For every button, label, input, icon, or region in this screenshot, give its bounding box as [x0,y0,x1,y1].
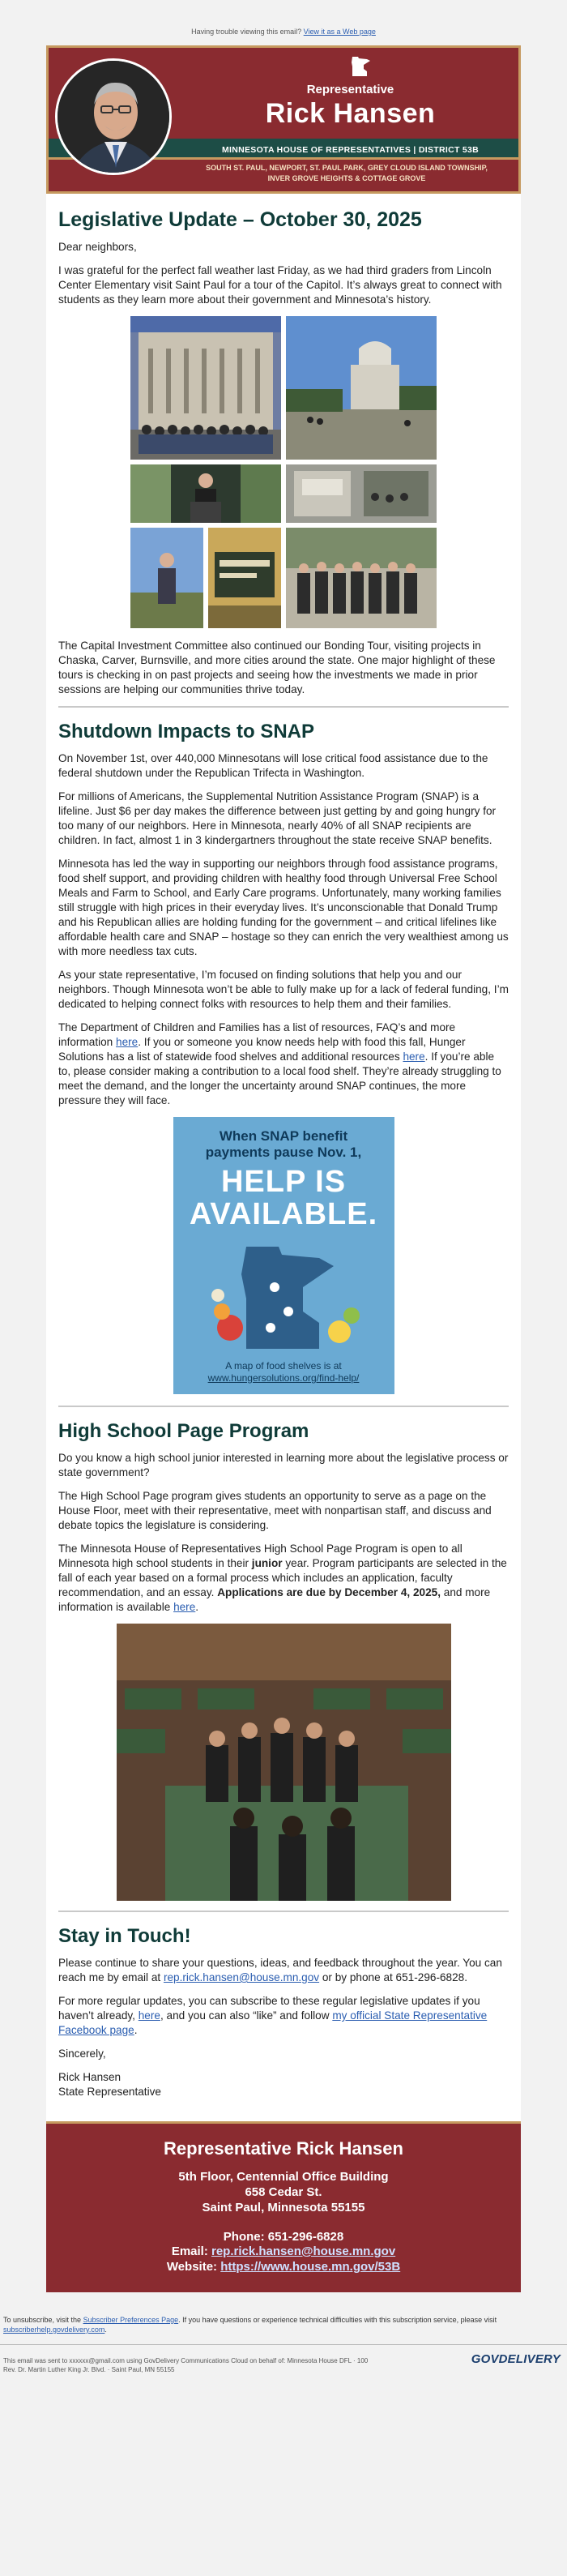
signature-title: State Representative [58,2086,161,2098]
govdelivery-logo: GOVDELIVERY [471,2352,561,2366]
snap-graphic-line-2: payments pause Nov. 1, [205,1145,362,1160]
footer-phone: Phone: 651-296-6828 [223,2230,344,2244]
snap-paragraph-2: For millions of Americans, the Supplemental Nutrition Assistance Program (SNAP) is a lifeline. Just $6 per day makes the difference between just getting by and going hungry for too many of our neighbors. Here in Minnesota, nearly 40% of all SNAP recipients are children. In fact, almost 1 in 3 kindergartners throughout the state receive SNAP benefits. [58,790,497,846]
bonding-tour-outdoor-photo [130,528,203,628]
capitol-dome-photo [286,316,437,460]
web-page-link[interactable]: View it as a Web page [303,28,376,36]
subscribe-link[interactable]: here [138,2009,160,2022]
subscriber-preferences-link[interactable]: Subscriber Preferences Page [83,2316,179,2324]
closing: Sincerely, [58,2048,106,2060]
project-sign-photo [208,528,281,628]
subscriber-help-link[interactable]: subscriberhelp.govdelivery.com [3,2326,105,2334]
footer-website-link[interactable]: https://www.house.mn.gov/53B [220,2260,401,2274]
page-program-paragraph-3: The Minnesota House of Representatives High School Page Program is open to all Minnesota high school students in their junior year. Program participants are selected in the fall of each year based on a formal process which includes an application, faculty recommendation, and an essay. Applications are due by December 4, 2025, and more information is available here. [58,1543,507,1613]
intro-paragraph: I was grateful for the perfect fall weather last Friday, as we had third graders from Lincoln Center Elementary visit Saint Paul for a tour of the Capitol. It’s always great to connect with students as they learn more about their government and Minnesota’s history. [58,264,502,306]
email-container [46,45,521,2292]
snap-graphic-caption: A map of food shelves is at [225,1360,342,1371]
signature-name: Rick Hansen [58,2071,122,2083]
page-program-paragraph-2: The High School Page program gives students an opportunity to serve as a page on the House Floor, meet with their representative, meet with nonpartisan staff, and discuss and debate topics the legislature is considering. [58,1490,492,1531]
bonding-tour-interior-photo [286,464,437,523]
bonding-tour-speaker-photo [130,464,281,523]
header-title: Representative [306,83,394,96]
snap-paragraph-1: On November 1st, over 440,000 Minnesotans will lose critical food assistance due to the federal shutdown under the Republican Trifecta in Washington. [58,752,488,779]
hunger-solutions-link[interactable]: here [403,1051,425,1063]
greeting: Dear neighbors, [58,241,137,253]
section-divider [58,1911,509,1912]
capitol-tour-photo-collage [130,316,437,628]
snap-paragraph-5: The Department of Children and Families has a list of resources, FAQ’s and more information here. If you or someone you know needs help with food this fall, Hunger Solutions has a list of statewide food shelves and additional resources here. If you’re able to, please consider making a contribution to a local food shelf. They’re already struggling to meet the demand, and the longer the uncertainty around SNAP continues, the more pressure they will face. [58,1021,501,1106]
capitol-students-photo [130,316,281,460]
section-divider [58,1406,509,1407]
email-link[interactable]: rep.rick.hansen@house.mn.gov [163,1971,320,1983]
snap-graphic-line-4: AVAILABLE. [189,1197,378,1231]
unsubscribe-notice: To unsubscribe, visit the Subscriber Preferences Page. If you have questions or experience technical difficulties with this subscription service, please visit subscriberhelp.govdelivery.com. [3,2316,497,2334]
footer-address-2: 658 Cedar St. [245,2185,322,2199]
snap-graphic-url: www.hungersolutions.org/find-help/ [207,1372,360,1384]
bonding-tour-paragraph: The Capital Investment Committee also continued our Bonding Tour, visiting projects in Chaska, Carver, Burnsville, and more cities around the state. One major highlight of these tours is checking in on past projects and seeing how the investments we made in prior sessions are helping our communities thrive today. [58,640,496,695]
house-chamber-pages-photo [117,1624,451,1901]
footer-title: Representative Rick Hansen [164,2138,403,2159]
snap-graphic-line-3: HELP IS [220,1165,347,1199]
snap-graphic-line-1: When SNAP benefit [219,1128,348,1144]
stay-in-touch-heading: Stay in Touch! [58,1925,191,1947]
update-heading: Legislative Update – October 30, 2025 [58,208,422,231]
section-divider [58,706,509,708]
snap-heading: Shutdown Impacts to SNAP [58,721,315,742]
preheader [0,0,567,45]
header-banner [46,45,521,194]
header-cities: SOUTH ST. PAUL, NEWPORT, ST. PAUL PARK, GREY CLOUD ISLAND TOWNSHIP, INVER GROVE HEIGHTS & COTTAGE GROVE [206,164,488,182]
footer-website: Website: https://www.house.mn.gov/53B [166,2260,401,2274]
sender-info: This email was sent to xxxxxx@gmail.com using GovDelivery Communications Cloud on behalf of: Minnesota House DFL · 100 Rev. Dr. Martin Luther King Jr. Blvd. · Saint Paul, MN 55155 GOVDELIVERY [3,2352,561,2373]
footer-address-1: 5th Floor, Centennial Office Building [178,2170,389,2184]
footer-address-3: Saint Paul, Minnesota 55155 [202,2201,365,2214]
dcyf-resources-link[interactable]: here [116,1036,139,1048]
snap-help-graphic [173,1117,394,1394]
footer-email: Email: rep.rick.hansen@house.mn.gov [171,2244,396,2258]
page-program-info-link[interactable]: here [173,1601,196,1613]
page-program-paragraph-1: Do you know a high school junior interested in learning more about the legislative process or state government? [58,1452,509,1478]
page-program-heading: High School Page Program [58,1420,309,1442]
footer-email-link[interactable]: rep.rick.hansen@house.mn.gov [211,2244,396,2258]
stay-paragraph-1: Please continue to share your questions, ideas, and feedback throughout the year. You can reach me by email at rep.rick.hansen@house.mn.gov or by phone at 651-296-6828. [58,1957,502,1983]
snap-paragraph-4: As your state representative, I’m focused on finding solutions that help you and our neighbors. Though Minnesota won’t be able to fully make up for a lack of federal funding, I’m dedicated to helping connect folks with resources to help them and their families. [58,969,509,1010]
representative-portrait [55,58,172,175]
header-district: MINNESOTA HOUSE OF REPRESENTATIVES | DISTRICT 53B [221,145,480,155]
legal-divider [0,2344,567,2345]
preheader-text: Having trouble viewing this email? [191,28,302,36]
header-name: Rick Hansen [265,98,436,129]
minnesota-state-icon [350,56,371,77]
minnesota-food-map-icon [198,1239,370,1352]
facebook-page-link[interactable]: my official State Representative Facebook page [58,2009,488,2036]
contact-footer [46,2121,521,2292]
stay-paragraph-2: For more regular updates, you can subscribe to these regular legislative updates if you haven’t already, here, and you can also “like” and follow my official State Representative Facebook page. [58,1995,488,2036]
email-body [46,194,521,2121]
bonding-tour-group-photo [286,528,437,628]
snap-paragraph-3: Minnesota has led the way in supporting our neighbors through food assistance programs, food shelf support, and providing children with healthy food through Universal Free School Meals and Farm to School, and Early Care programs. Unfortunately, many working families still struggle with high prices in their everyday lives. It’s unconscionable that Donald Trump and his Republican allies are holding funding for the government – and critical lifelines like affordable health care and SNAP – hostage so they can enrich the very wealthiest among us with more needless tax cuts. [58,858,509,957]
